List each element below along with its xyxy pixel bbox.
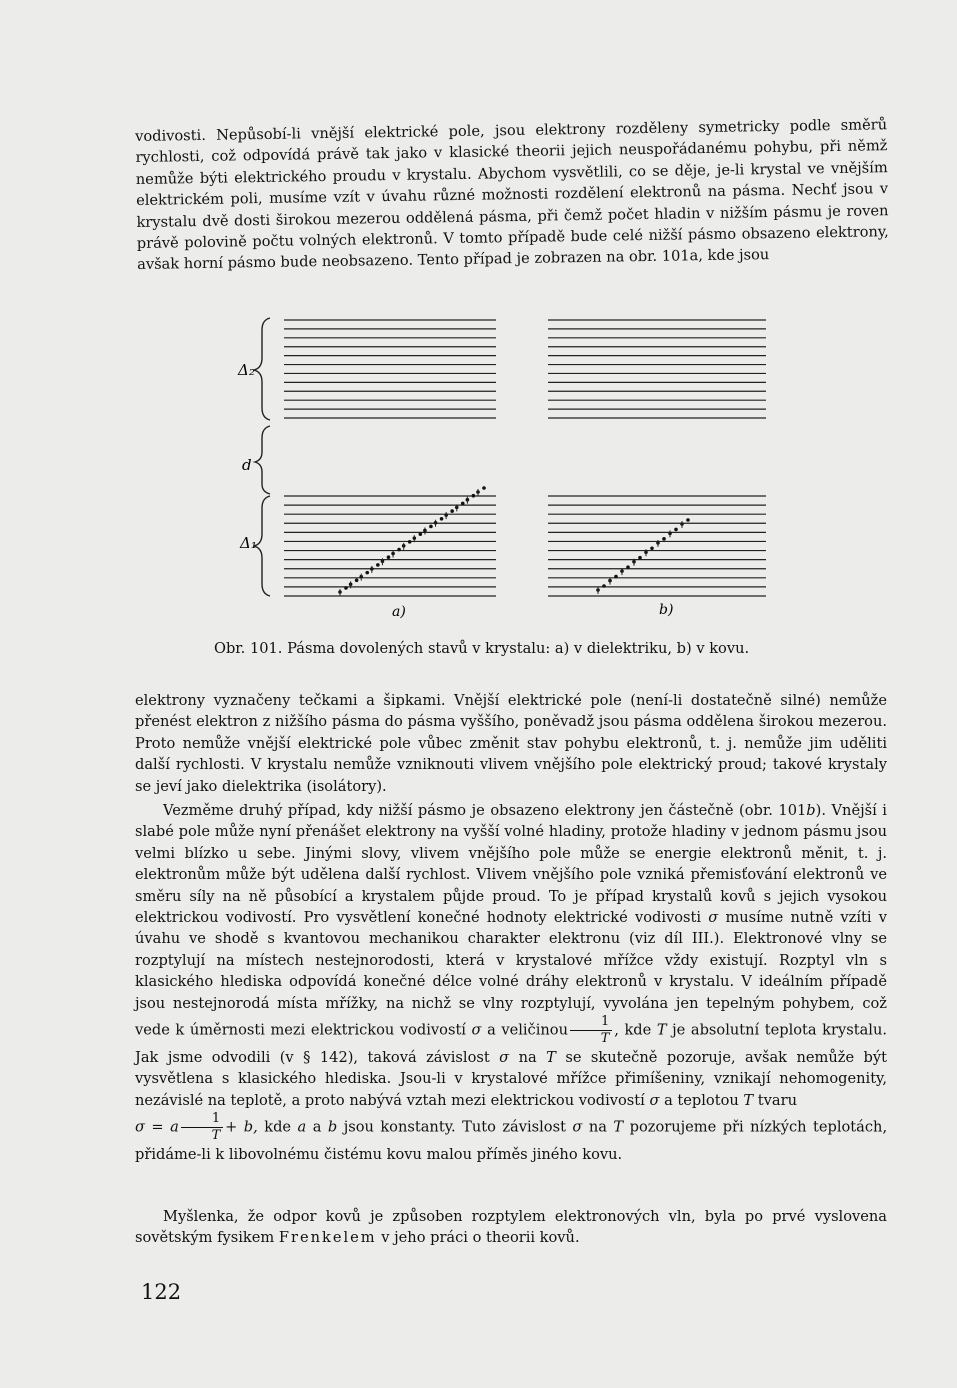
text-run: jsou konstanty. Tuto závislost — [343, 1118, 566, 1136]
electron-dot — [355, 579, 359, 583]
text-run: ). Vnější i slabé pole může nyní přenášet elektrony na vyšší volné hladiny, protože hladiny v jednom pásmu jsou velmi blízko u sebe. Jinými slovy, vlivem vnějšího pole může se energie elektronů měnit, t. j. elektronům může být udělena další rychlost. Vlivem vnějšího pole vzniká přemisťování elektronů ve směru síly na ně působící a krystalem půjde proud. To je případ krystalů kovů s jejich vysokou elektrickou vodivostí. Pro vysvětlení konečné hodnoty elektrické vodivosti — [135, 802, 887, 927]
symbol-b: b — [327, 1118, 338, 1136]
electron-dot — [662, 537, 666, 541]
electron-dot — [674, 528, 678, 532]
fraction-denominator: T — [211, 1128, 221, 1144]
symbol-sigma: σ — [471, 1021, 482, 1039]
symbol-sigma: σ — [499, 1049, 510, 1067]
electron-dot — [376, 563, 380, 567]
text-run: na — [518, 1049, 537, 1067]
fraction-numerator: 1 — [181, 1111, 223, 1128]
electron-dot — [440, 517, 444, 521]
text-run: je absolutní teplota krystalu. Jak jsme odvodili (v § 142), taková závislost — [135, 1021, 887, 1067]
paragraph-metal — [135, 800, 887, 1166]
symbol-a: a — [297, 1118, 307, 1136]
electron-dot — [472, 494, 476, 498]
fraction-one-over-T — [570, 1014, 612, 1047]
symbol-T: T — [743, 1091, 754, 1109]
paragraph-intro: vodivosti. Nepůsobí-li vnější elektrické pole, jsou elektrony rozděleny symetricky podle směrů rychlosti, což odpovídá právě tak jako v klasické theorii jejich neuspořádanému pohybu, při němž nemůže býti elektrického proudu v krystalu. Abychom vysvětlili, co se děje, je-li krystal ve vnějším elektrickém poli, musíme vzít v úvahu různé možnosti rozdělení elektronů na pásma. Nechť jsou v krystalu dvě dosti širokou mezerou oddělená pásma, při čemž počet hladin v nižším pásmu je roven právě polovině počtu volných elektronů. V tomto případě bude celé nižší pásmo obsazeno elektrony, avšak horní pásmo bude neobsazeno. Tento případ je zobrazen na obr. 101a, kde jsou — [135, 116, 889, 274]
figure-caption: Obr. 101. Pásma dovolených stavů v krystalu: a) v dielektriku, b) v kovu. — [214, 640, 750, 657]
name-frenkel: Frenkelem — [278, 1229, 377, 1247]
label-a: a) — [392, 604, 406, 620]
label-delta1: Δ₁ — [240, 534, 257, 552]
electron-dot — [450, 509, 454, 513]
equation-rhs: + b, — [225, 1118, 258, 1136]
page-number: 122 — [141, 1280, 182, 1304]
electron-dot — [638, 556, 642, 560]
band-brackets — [254, 318, 270, 596]
electron-dot — [626, 565, 630, 569]
fraction-one-over-T — [181, 1111, 223, 1144]
electron-dot — [429, 525, 433, 529]
electron-dot — [387, 555, 391, 559]
label-d: d — [242, 456, 252, 474]
text-run: na — [588, 1118, 607, 1136]
equation-lhs: σ = a — [135, 1118, 179, 1136]
text-run: , kde — [614, 1021, 652, 1039]
symbol-sigma: σ — [708, 909, 719, 927]
electron-dot — [686, 518, 690, 522]
symbol-T: T — [546, 1049, 556, 1067]
text-run: a — [312, 1118, 322, 1136]
electron-dot — [408, 540, 412, 544]
symbol-T: T — [613, 1118, 624, 1136]
fraction-numerator: 1 — [570, 1014, 612, 1031]
text-run: pozorujeme při nízkých teplotách, přidáme-li k libovolnému čistému kovu malou příměs jiného kovu. — [135, 1118, 888, 1164]
electron-dot — [419, 532, 423, 536]
electron-dot — [461, 502, 465, 506]
electron-dot — [614, 575, 618, 579]
electron-dot — [344, 586, 348, 590]
paragraph-dielectric: elektrony vyznačeny tečkami a šipkami. Vnější elektrické pole (není-li dostatečně silné) nemůže přenést elektron z nižšího pásma do pásma vyššího, poněvadž jsou pásma oddělena širokou mezerou. Proto nemůže vnější elektrické pole vůbec změnit stav pohybu elektronů, t. j. nemůže jim uděliti další rychlosti. V krystalu nemůže vzniknouti vlivem vnějšího pole elektrický proud; takové krystaly se jeví jako dielektrika (isolátory). — [135, 692, 887, 795]
text-run: tvaru — [757, 1091, 797, 1109]
text-run: Vezměme druhý případ, kdy nižší pásmo je obsazeno elektrony jen částečně (obr. 101 — [163, 802, 807, 819]
text-run: v jeho práci o theorii kovů. — [381, 1229, 580, 1247]
symbol-sigma: σ — [572, 1118, 583, 1136]
electron-dot — [365, 571, 369, 575]
bracket-delta2 — [254, 318, 270, 420]
text-run: a teplotou — [664, 1091, 739, 1109]
text-run-italic: b — [806, 802, 816, 819]
bracket-gap — [255, 426, 270, 494]
fraction-denominator: T — [600, 1031, 610, 1047]
text-run: musíme nutně vzíti v úvahu ve shodě s kvantovou mechanikou charakter elektronu (viz díl III.). Elektronové vlny se rozptylují na místech nestejnorodosti, která v krystalové mřížce vždy existují. Rozptyl vln s klasického hlediska odpovídá konečné délce volné dráhy elektronů v krystalu. V ideálním případě jsou nestejnorodá místa mřížky, na nichž se vlny rozptylují, vyvolána jen tepelným pohybem, což vede k úměrnosti mezi elektrickou vodivostí — [135, 909, 887, 1039]
text-run: kde — [264, 1118, 292, 1136]
electron-dot — [602, 584, 606, 588]
electron-dot — [482, 486, 486, 490]
text-run: Myšlenka, že odpor kovů je způsoben rozptylem elektronových vln, byla po prvé vyslovena sovětským fysikem — [135, 1208, 887, 1247]
electron-dot — [397, 548, 401, 552]
text-run: se skutečně pozoruje, avšak nemůže být vysvětlena s klasického hlediska. Jsou-li v krystalové mřížce přimíšeniny, vznikají nehomogenity, nezávislé na teplotě, a proto nabývá vztah mezi elektrickou vodivostí — [135, 1049, 887, 1109]
symbol-sigma: σ — [649, 1091, 660, 1109]
label-b: b) — [659, 602, 674, 618]
symbol-T: T — [656, 1021, 667, 1039]
text-run: a veličinou — [487, 1021, 568, 1039]
paragraph-frenkel — [135, 1206, 887, 1249]
electron-dot — [650, 546, 654, 550]
energy-bands — [284, 320, 766, 596]
label-delta2: Δ₂ — [238, 361, 255, 379]
